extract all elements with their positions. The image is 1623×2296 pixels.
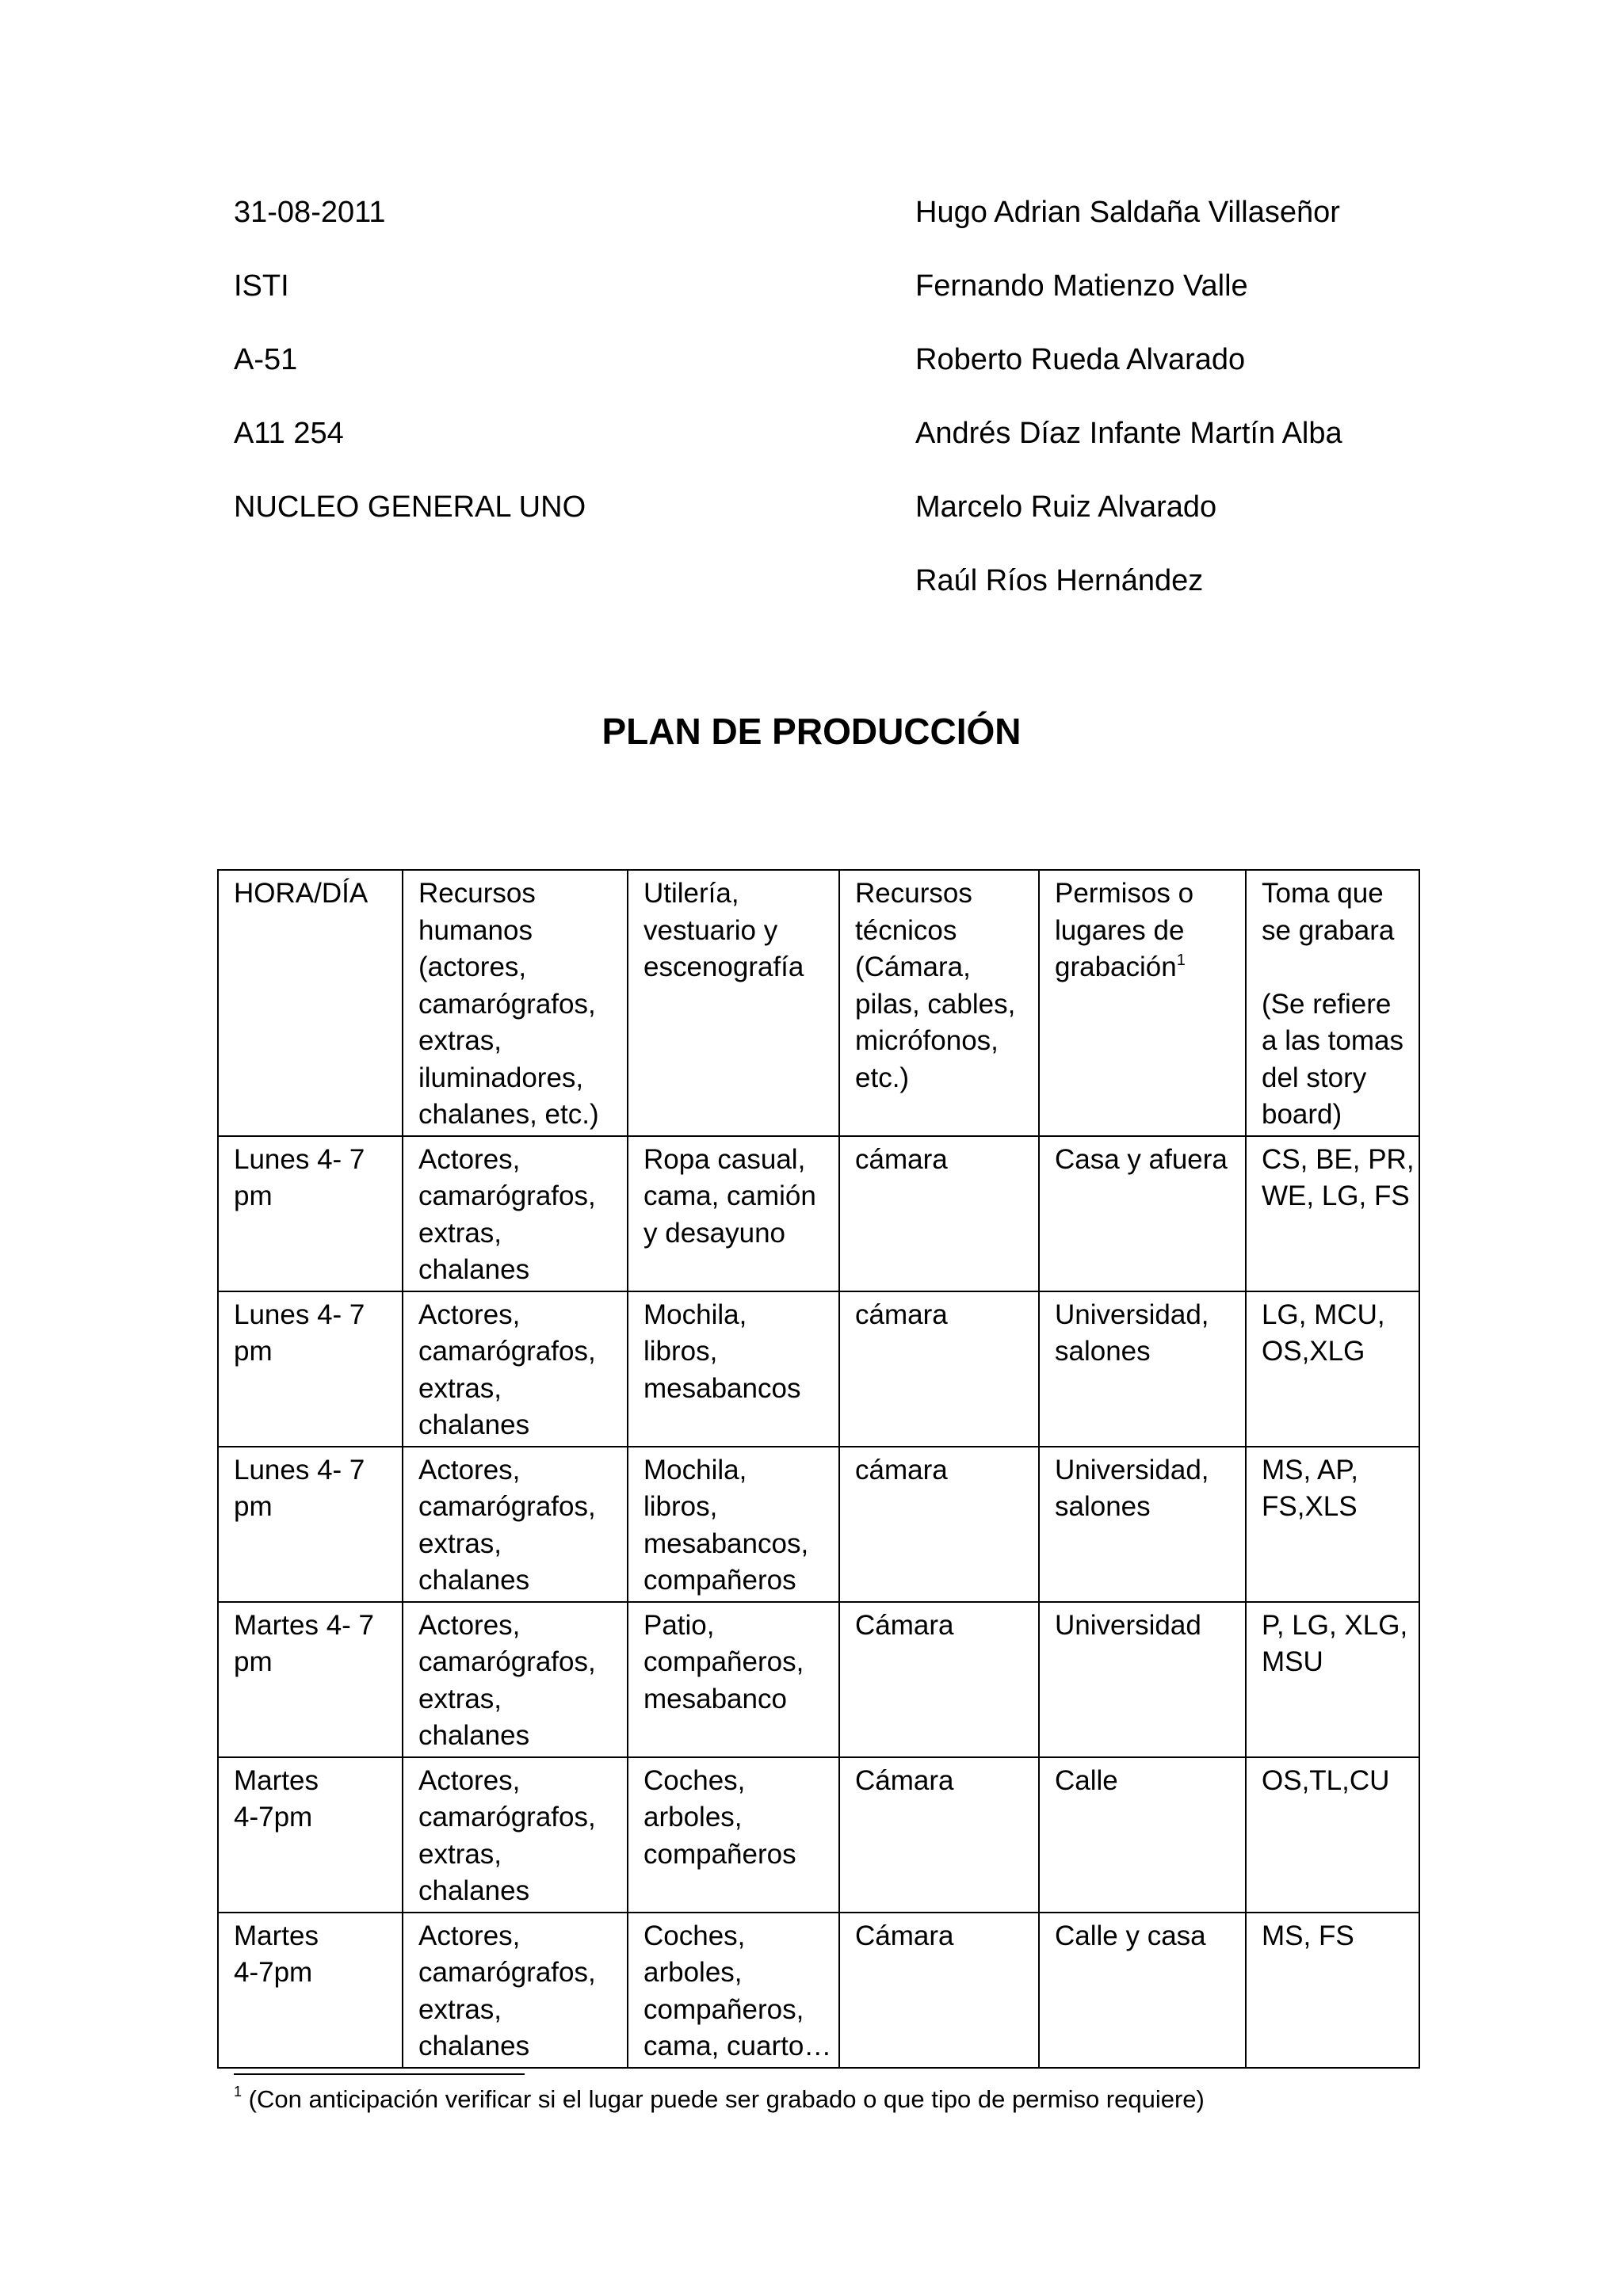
header-recursos-humanos xyxy=(403,870,628,1136)
cell-text-line: técnicos xyxy=(855,914,957,946)
cell-text-line: escenografía xyxy=(643,952,804,982)
cell-text-line: Ropa casual, xyxy=(643,1143,806,1175)
cell-text-line: cámara xyxy=(855,1299,948,1330)
cell-text-line: libros, xyxy=(643,1336,718,1367)
header-team-members xyxy=(915,194,1565,636)
cell-hora-dia xyxy=(218,1447,403,1602)
cell-text-line: arboles, xyxy=(643,1957,743,1988)
cell-text-line: cámara xyxy=(855,1454,948,1486)
cell-text-line: arboles, xyxy=(643,1802,743,1833)
cell-text-line: pm xyxy=(234,1336,273,1367)
cell-text-line: Martes 4- 7 xyxy=(234,1609,374,1641)
cell-text-line: Lunes 4- 7 xyxy=(234,1143,365,1175)
cell-text-line: camarógrafos, xyxy=(418,988,596,1020)
cell-text-line: humanos xyxy=(418,914,533,946)
cell-toma xyxy=(1246,1136,1419,1291)
cell-text-line: FS,XLS xyxy=(1262,1491,1358,1522)
cell-utileria xyxy=(628,1136,839,1291)
cell-text-line: Recursos xyxy=(855,878,972,909)
cell-utileria xyxy=(628,1913,839,2068)
cell-toma xyxy=(1246,1602,1419,1757)
cell-recursos-humanos xyxy=(403,1602,628,1757)
cell-text-line: compañeros xyxy=(643,1838,796,1870)
cell-text-line: Coches, xyxy=(643,1920,746,1951)
cell-permisos xyxy=(1039,1602,1246,1757)
team-member: Hugo Adrian Saldaña Villaseñor xyxy=(915,196,1340,229)
cell-hora-dia xyxy=(218,1291,403,1447)
cell-toma xyxy=(1246,1447,1419,1602)
cell-hora-dia xyxy=(218,1602,403,1757)
cell-hora-dia xyxy=(218,1757,403,1913)
cell-text-line: Actores, xyxy=(418,1920,521,1951)
cell-text-line: extras, xyxy=(418,1838,502,1870)
cell-text-line: chalanes xyxy=(418,2031,530,2061)
cell-text-line: mesabanco xyxy=(643,1683,787,1714)
cell-text-line: Universidad, xyxy=(1055,1299,1209,1330)
footnote-marker: 1 xyxy=(234,2084,242,2100)
cell-text-line: extras, xyxy=(418,1993,502,2025)
cell-recursos-humanos xyxy=(403,1447,628,1602)
cell-text-line: camarógrafos, xyxy=(418,1336,596,1367)
cell-permisos xyxy=(1039,1136,1246,1291)
cell-recursos-tecnicos xyxy=(839,1757,1039,1913)
cell-text-line: (Se refiere xyxy=(1262,988,1392,1020)
cell-text-line: Actores, xyxy=(418,1764,521,1796)
cell-text-line: Cámara xyxy=(855,1609,954,1641)
cell-gap xyxy=(1262,949,1411,986)
cell-text-line: MS, AP, xyxy=(1262,1454,1358,1486)
cell-text-line: cama, camión xyxy=(643,1180,816,1211)
team-member: Fernando Matienzo Valle xyxy=(915,269,1248,303)
team-member: Andrés Díaz Infante Martín Alba xyxy=(915,417,1342,450)
cell-text-line: chalanes xyxy=(418,1720,530,1751)
cell-utileria xyxy=(628,1757,839,1913)
cell-text-line: camarógrafos, xyxy=(418,1802,596,1833)
table-row xyxy=(218,1757,1419,1913)
cell-text-line: Calle xyxy=(1055,1764,1118,1796)
header-institution: ISTI xyxy=(234,269,289,303)
cell-text-line: MS, FS xyxy=(1262,1920,1354,1951)
cell-permisos xyxy=(1039,1757,1246,1913)
cell-text-line: (actores, xyxy=(418,952,527,982)
cell-text-line: Calle y casa xyxy=(1055,1920,1206,1951)
cell-text-line: Martes xyxy=(234,1764,319,1796)
cell-recursos-tecnicos xyxy=(839,1447,1039,1602)
cell-text-line: WE, LG, FS xyxy=(1262,1180,1410,1211)
cell-recursos-tecnicos xyxy=(839,1602,1039,1757)
cell-text-line: pm xyxy=(234,1180,273,1211)
cell-hora-dia xyxy=(218,1136,403,1291)
table-header-row xyxy=(218,870,1419,1136)
cell-utileria xyxy=(628,1291,839,1447)
cell-text-line: OS,TL,CU xyxy=(1262,1764,1390,1796)
cell-text-line: mesabancos, xyxy=(643,1527,809,1559)
cell-text-line: salones xyxy=(1055,1336,1151,1367)
table-row xyxy=(218,1291,1419,1447)
cell-text-line: camarógrafos, xyxy=(418,1180,596,1211)
cell-text-line: vestuario y xyxy=(643,914,778,946)
cell-text-line: extras, xyxy=(418,1527,502,1559)
cell-text-line: a las tomas xyxy=(1262,1025,1403,1056)
cell-toma xyxy=(1246,1757,1419,1913)
cell-text-line: etc.) xyxy=(855,1062,910,1093)
cell-text-line: P, LG, XLG, xyxy=(1262,1609,1408,1641)
cell-text-line: compañeros xyxy=(643,1565,796,1596)
cell-text-line: CS, BE, PR, xyxy=(1262,1143,1415,1175)
cell-text-line: Lunes 4- 7 xyxy=(234,1299,365,1330)
cell-text-line-with-note xyxy=(1055,949,1237,986)
table-row xyxy=(218,1602,1419,1757)
cell-permisos xyxy=(1039,1291,1246,1447)
cell-text-line: (Cámara, xyxy=(855,952,971,982)
cell-text-line: Lunes 4- 7 xyxy=(234,1454,365,1486)
cell-text-line: mesabancos xyxy=(643,1372,801,1404)
header-group: A-51 xyxy=(234,343,298,376)
cell-text-line: Recursos xyxy=(418,878,536,909)
cell-text-line: pm xyxy=(234,1646,273,1677)
cell-text-line: Patio, xyxy=(643,1609,715,1641)
cell-text-line: board) xyxy=(1262,1099,1342,1130)
header-recursos-tecnicos xyxy=(839,870,1039,1136)
cell-text-line: chalanes xyxy=(418,1254,530,1285)
cell-recursos-humanos xyxy=(403,1291,628,1447)
cell-text-line: cama, cuarto… xyxy=(643,2031,832,2061)
cell-recursos-humanos xyxy=(403,1913,628,2068)
footnote xyxy=(234,2084,1423,2115)
header-course-code: A11 254 xyxy=(234,417,344,450)
cell-hora-dia xyxy=(218,1913,403,2068)
cell-text-line: extras, xyxy=(418,1683,502,1714)
footnote-reference: 1 xyxy=(1176,952,1186,969)
cell-toma xyxy=(1246,1913,1419,2068)
team-member: Raúl Ríos Hernández xyxy=(915,564,1204,597)
cell-text-line: micrófonos, xyxy=(855,1025,999,1056)
table-row xyxy=(218,1447,1419,1602)
header-toma xyxy=(1246,870,1419,1136)
cell-text-line: 4-7pm xyxy=(234,1802,313,1833)
cell-text-line: extras, xyxy=(418,1217,502,1249)
cell-text-line: cámara xyxy=(855,1143,948,1175)
cell-recursos-tecnicos xyxy=(839,1913,1039,2068)
cell-toma xyxy=(1246,1291,1419,1447)
cell-text-line: camarógrafos, xyxy=(418,1491,596,1522)
team-member: Marcelo Ruiz Alvarado xyxy=(915,490,1217,524)
cell-text-line: chalanes, etc.) xyxy=(418,1099,599,1130)
cell-text-line: chalanes xyxy=(418,1409,530,1440)
cell-text-line: camarógrafos, xyxy=(418,1646,596,1677)
cell-recursos-humanos xyxy=(403,1136,628,1291)
cell-text-line: LG, MCU, xyxy=(1262,1299,1385,1330)
cell-text-line: Casa y afuera xyxy=(1055,1143,1228,1175)
cell-text-line: Universidad, xyxy=(1055,1454,1209,1486)
cell-text-line: Cámara xyxy=(855,1764,954,1796)
cell-permisos xyxy=(1039,1447,1246,1602)
cell-text-line: salones xyxy=(1055,1491,1151,1522)
cell-recursos-humanos xyxy=(403,1757,628,1913)
page-title: PLAN DE PRODUCCIÓN xyxy=(601,711,1022,752)
cell-text-line: pm xyxy=(234,1491,273,1522)
cell-text-line: libros, xyxy=(643,1491,718,1522)
production-plan-table xyxy=(217,869,1420,2069)
cell-text-line: OS,XLG xyxy=(1262,1336,1365,1367)
cell-text-line: Martes xyxy=(234,1920,319,1951)
cell-utileria xyxy=(628,1447,839,1602)
cell-text-line: pilas, cables, xyxy=(855,988,1016,1020)
footnote-text: (Con anticipación verificar si el lugar puede ser grabado o que tipo de permiso requiere) xyxy=(248,2085,1205,2113)
cell-text-line: extras, xyxy=(418,1372,502,1404)
cell-text-line: Actores, xyxy=(418,1609,521,1641)
cell-text-line: Toma que xyxy=(1262,878,1384,909)
footnote-separator xyxy=(234,2073,525,2075)
header-date: 31-08-2011 xyxy=(234,196,386,229)
cell-text-line: chalanes xyxy=(418,1875,530,1906)
cell-text-line: del story xyxy=(1262,1062,1367,1093)
cell-text-line: 4-7pm xyxy=(234,1957,313,1988)
cell-text-line: compañeros, xyxy=(643,1993,804,2025)
cell-text-line: Actores, xyxy=(418,1143,521,1175)
cell-text-line: iluminadores, xyxy=(418,1062,584,1093)
cell-text-line: extras, xyxy=(418,1025,502,1056)
cell-text-line: Coches, xyxy=(643,1764,746,1796)
cell-recursos-tecnicos xyxy=(839,1136,1039,1291)
cell-text-line: Permisos o xyxy=(1055,878,1194,909)
cell-text-line: lugares de xyxy=(1055,914,1185,946)
cell-text-line: Mochila, xyxy=(643,1454,747,1486)
cell-utileria xyxy=(628,1602,839,1757)
cell-text-line: chalanes xyxy=(418,1565,530,1596)
cell-text-line: Universidad xyxy=(1055,1609,1201,1641)
cell-text-line: Actores, xyxy=(418,1454,521,1486)
cell-permisos xyxy=(1039,1913,1246,2068)
table-row xyxy=(218,1913,1419,2068)
cell-text-line: Actores, xyxy=(418,1299,521,1330)
cell-text-line: se grabara xyxy=(1262,914,1395,946)
cell-text-line: grabación xyxy=(1055,952,1177,982)
header-utileria xyxy=(628,870,839,1136)
cell-text-line: compañeros, xyxy=(643,1646,804,1677)
cell-text-line: y desayuno xyxy=(643,1217,786,1249)
cell-text-line: camarógrafos, xyxy=(418,1957,596,1988)
cell-text-line: Mochila, xyxy=(643,1299,747,1330)
table-row xyxy=(218,1136,1419,1291)
cell-recursos-tecnicos xyxy=(839,1291,1039,1447)
team-member: Roberto Rueda Alvarado xyxy=(915,343,1246,376)
header-hora-dia xyxy=(218,870,403,1136)
cell-text-line: Cámara xyxy=(855,1920,954,1951)
cell-text-line: MSU xyxy=(1262,1646,1323,1677)
header-left-block xyxy=(234,194,789,563)
header-course-name: NUCLEO GENERAL UNO xyxy=(234,490,586,524)
header-permisos xyxy=(1039,870,1246,1136)
cell-text-line: Utilería, xyxy=(643,878,739,909)
cell-text-line: HORA/DÍA xyxy=(234,878,369,909)
